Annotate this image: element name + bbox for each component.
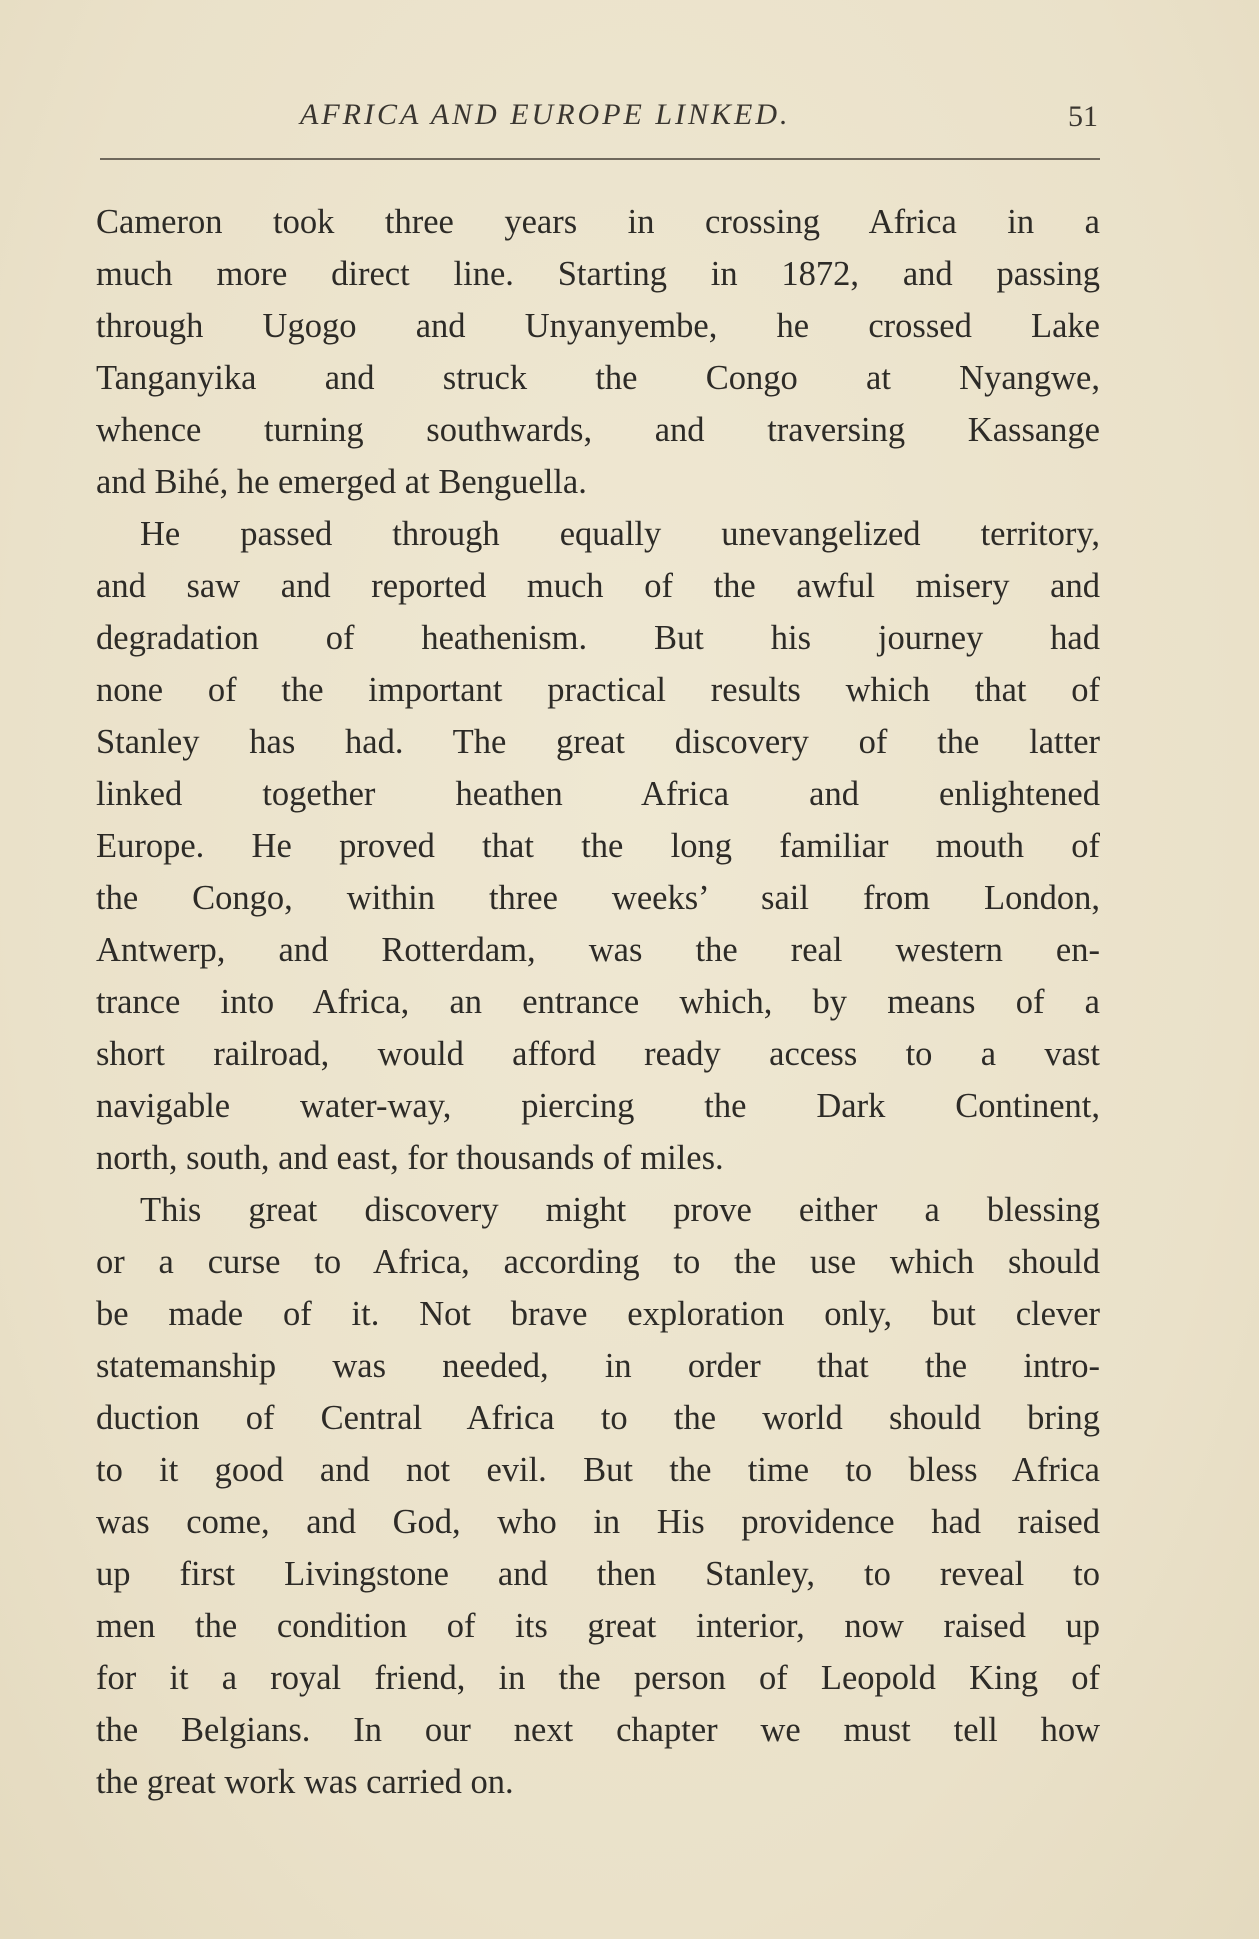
text-line: short railroad, would afford ready access to a vast	[96, 1035, 1100, 1073]
text-line: navigable water-way, piercing the Dark Continent,	[96, 1087, 1100, 1125]
page-header	[100, 98, 1100, 140]
text-line: the Belgians. In our next chapter we must tell how	[96, 1711, 1100, 1749]
text-line: linked together heathen Africa and enlightened	[96, 775, 1100, 813]
text-line: the great work was carried on.	[96, 1763, 514, 1801]
text-line: men the condition of its great interior, now raised up	[96, 1607, 1100, 1645]
text-line: for it a royal friend, in the person of Leopold King of	[96, 1659, 1100, 1697]
text-line: degradation of heathenism. But his journey had	[96, 619, 1100, 657]
text-line: through Ugogo and Unyanyembe, he crossed Lake	[96, 307, 1100, 345]
header-rule	[100, 158, 1100, 160]
text-line: Tanganyika and struck the Congo at Nyangwe,	[96, 359, 1100, 397]
text-line: much more direct line. Starting in 1872, and passing	[96, 255, 1100, 293]
text-line: none of the important practical results which that of	[96, 671, 1100, 709]
text-line: and saw and reported much of the awful misery and	[96, 567, 1100, 605]
text-line: north, south, and east, for thousands of miles.	[96, 1139, 724, 1177]
text-line: Europe. He proved that the long familiar mouth of	[96, 827, 1100, 865]
paragraph-start-line: He passed through equally unevangelized territory,	[140, 515, 1100, 553]
text-line: up first Livingstone and then Stanley, to reveal to	[96, 1555, 1100, 1593]
text-line: Cameron took three years in crossing Africa in a	[96, 203, 1100, 241]
running-title: AFRICA AND EUROPE LINKED.	[300, 98, 791, 131]
text-line: trance into Africa, an entrance which, by means of a	[96, 983, 1100, 1021]
text-line: duction of Central Africa to the world should bring	[96, 1399, 1100, 1437]
text-line: Stanley has had. The great discovery of the latter	[96, 723, 1100, 761]
text-line: and Bihé, he emerged at Benguella.	[96, 463, 587, 501]
text-line: Antwerp, and Rotterdam, was the real western en-	[96, 931, 1100, 969]
text-line: be made of it. Not brave exploration only, but clever	[96, 1295, 1100, 1333]
text-line: statemanship was needed, in order that the intro-	[96, 1347, 1100, 1385]
text-line: or a curse to Africa, according to the use which should	[96, 1243, 1100, 1281]
text-line: whence turning southwards, and traversing Kassange	[96, 411, 1100, 449]
paragraph-start-line: This great discovery might prove either a blessing	[140, 1191, 1100, 1229]
text-line: the Congo, within three weeks’ sail from London,	[96, 879, 1100, 917]
page-number: 51	[1068, 100, 1098, 133]
text-line: was come, and God, who in His providence had raised	[96, 1503, 1100, 1541]
text-line: to it good and not evil. But the time to bless Africa	[96, 1451, 1100, 1489]
body-text	[96, 196, 1100, 1808]
